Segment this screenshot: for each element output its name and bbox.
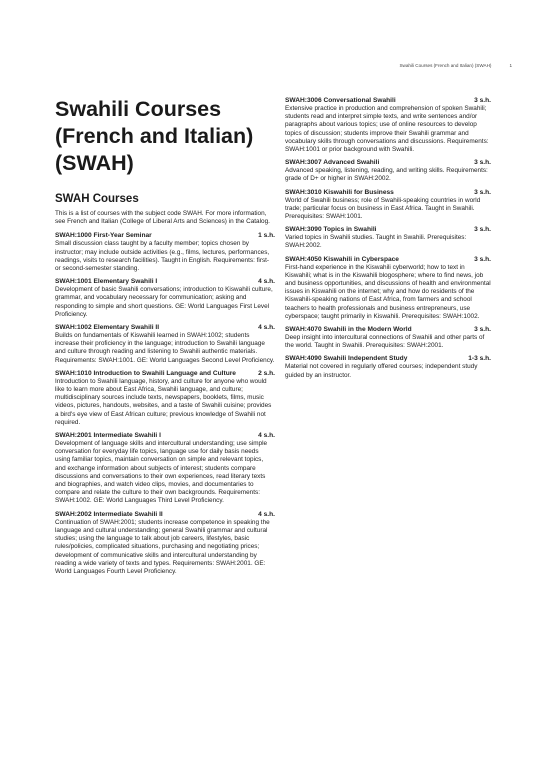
course-entry [55,370,275,427]
running-header [399,63,512,68]
course-description: World of Swahili business; role of Swahili-speaking countries in world trade; particular focus on business in East Africa. Taught in Swahili. Prerequisites: SWAH:1001. [285,196,481,221]
course-title: SWAH:2001 Intermediate Swahili I [55,432,161,440]
course-title: SWAH:1001 Elementary Swahili I [55,278,158,286]
course-entry [285,189,491,222]
course-description: Material not covered in regularly offered courses; independent study guided by an instructor. [285,363,478,379]
course-heading [285,326,491,334]
course-heading [55,232,275,240]
course-credits: 3 s.h. [474,97,491,104]
course-entry [55,232,275,273]
course-entry [285,256,491,321]
course-description: Introduction to Swahili language, history, and culture for anyone who would like to learn more about East Africa, Swahili language, and culture; multidisciplinary sources include texts, newspapers, booklets, films, music videos, pictures, handouts, websites, and a taste of Swahili cuisine; provides a bird's eye view of East African culture; previous knowledge of Swahili not required. [55,377,272,426]
course-heading [285,226,491,234]
course-title: SWAH:1002 Elementary Swahili II [55,324,160,332]
course-title: SWAH:3090 Topics in Swahili [285,226,377,234]
course-entry [55,432,275,506]
page-title: Swahili Courses (French and Italian) (SWAH) [55,97,254,175]
right-course-list [285,97,491,380]
intro-paragraph: This is a list of courses with the subject code SWAH. For more information, see French and Italian (College of Liberal Arts and Sciences) in the Catalog. [55,210,270,226]
course-credits: 2 s.h. [258,369,275,377]
course-heading [55,432,275,440]
course-heading [55,370,275,378]
course-entry [285,159,491,183]
course-title: SWAH:3010 Kiswahili for Business [285,188,394,196]
course-description: Development of basic Swahili conversations; introduction to Kiswahili culture, grammar, and vocabulary necessary for communication; asking and responding to simple and short questions. GE: World Languages First Level Proficiency. [55,286,273,318]
course-heading [55,278,275,286]
course-description: Builds on fundamentals of Kiswahili learned in SWAH:1002; students increase their proficiency in the language; introduction to Swahili language and culture through reading and listening to Swahili authentic materials. Requirements: SWAH:1001. GE: World Languages Second Level Proficiency. [55,332,275,364]
right-column [285,97,491,385]
running-title: Swahili Courses (French and Italian) (SWAH) [399,63,492,68]
course-description: Varied topics in Swahili studies. Taught in Swahili. Prerequisites: SWAH:2002. [285,234,467,250]
course-credits: 1 s.h. [258,232,275,240]
page-number: 1 [509,63,512,68]
course-credits: 4 s.h. [258,324,275,332]
course-title: SWAH:1010 Introduction to Swahili Language and Culture [55,369,236,377]
left-course-list [55,232,275,576]
course-heading [285,97,491,105]
course-credits: 3 s.h. [474,326,491,334]
course-title: SWAH:4090 Swahili Independent Study [285,355,408,363]
course-entry [285,326,491,350]
course-description: Continuation of SWAH:2001; students increase competence in speaking the language and cultural understanding; general Swahili grammar and cultural studies; using the language to talk about job careers, lifestyles, basic rules/policies, complicated situations, purchasing and negotiating prices; development of communicative skills and intercultural understanding by reading a wide variety of texts and types. Requirements: SWAH:2001. GE: World Languages Fourth Level Proficiency. [55,518,270,575]
course-description: Advanced speaking, listening, reading, and writing skills. Requirements: grade of D+ or higher in SWAH:2002. [285,167,488,183]
course-credits: 4 s.h. [258,278,275,286]
left-column [55,96,275,581]
section-title: SWAH Courses [55,193,139,205]
course-title: SWAH:1000 First-Year Seminar [55,232,152,240]
course-credits: 1-3 s.h. [468,355,491,363]
course-entry [55,278,275,319]
course-title: SWAH:4050 Kiswahili in Cyberspace [285,255,399,263]
course-title: SWAH:3006 Conversational Swahili [285,97,396,104]
course-description: Development of language skills and intercultural understanding; use simple conversation for everyday life topics, language use for daily basis needs using familiar topics, maintain conversation on simple and relevant topics, and exchange information about subjects of interest; students compare discussions and conversations to their own experiences, read literary texts and biographies, and watch video clips, movies, and documentaries to compare and relate the culture to their own backgrounds. Requirements: SWAH:1002. GE: World Languages Third Level Proficiency. [55,440,268,505]
course-heading [285,189,491,197]
course-entry [55,511,275,576]
course-credits: 3 s.h. [474,159,491,167]
course-title: SWAH:4070 Swahili in the Modern World [285,326,412,334]
course-title: SWAH:2002 Intermediate Swahili II [55,510,163,518]
course-title: SWAH:3007 Advanced Swahili [285,159,380,167]
course-description: Extensive practice in production and comprehension of spoken Swahili; students read and interpret simple texts, and write sentences and/or paragraphs about various topics; use of online resources to develop topics of discussion; students improve their Swahili grammar and vocabulary skills through conversations and discussions. Requirements: SWAH:1001 or prior background with Swahili. [285,105,489,154]
course-entry [285,355,491,379]
course-description: First-hand experience in the Kiswahili cyberworld; how to text in Kiswahili; what is in the Kiswahili blogosphere; where to find news, job and business opportunities, and discussions of health and environmental issues in Kiswahili on the internet; why and how do residents of the Kiswahili-speaking nations of East Africa, from farmers and school teachers to health professionals and business entrepreneurs, use cyberspace; taught primarily in Kiswahili. Prerequisites: SWAH:1002. [285,263,491,320]
course-description: Small discussion class taught by a faculty member; topics chosen by instructor; may include outside activities (e.g., films, lectures, performances, readings, visits to research facilities). Taught in English. Requirements: first- or second-semester standing. [55,240,270,273]
course-heading [285,256,491,264]
course-entry [285,97,491,154]
course-credits: 4 s.h. [258,510,275,518]
course-heading [285,355,491,363]
course-credits: 4 s.h. [258,432,275,440]
course-heading [285,159,491,167]
course-heading [55,324,275,332]
course-entry [55,324,275,365]
course-credits: 3 s.h. [474,188,491,196]
course-credits: 3 s.h. [474,255,491,263]
course-credits: 3 s.h. [474,226,491,234]
course-entry [285,226,491,250]
course-description: Deep insight into intercultural connections of Swahili and other parts of the world. Taught in Swahili. Prerequisites: SWAH:2001. [285,334,485,350]
course-heading [55,511,275,519]
